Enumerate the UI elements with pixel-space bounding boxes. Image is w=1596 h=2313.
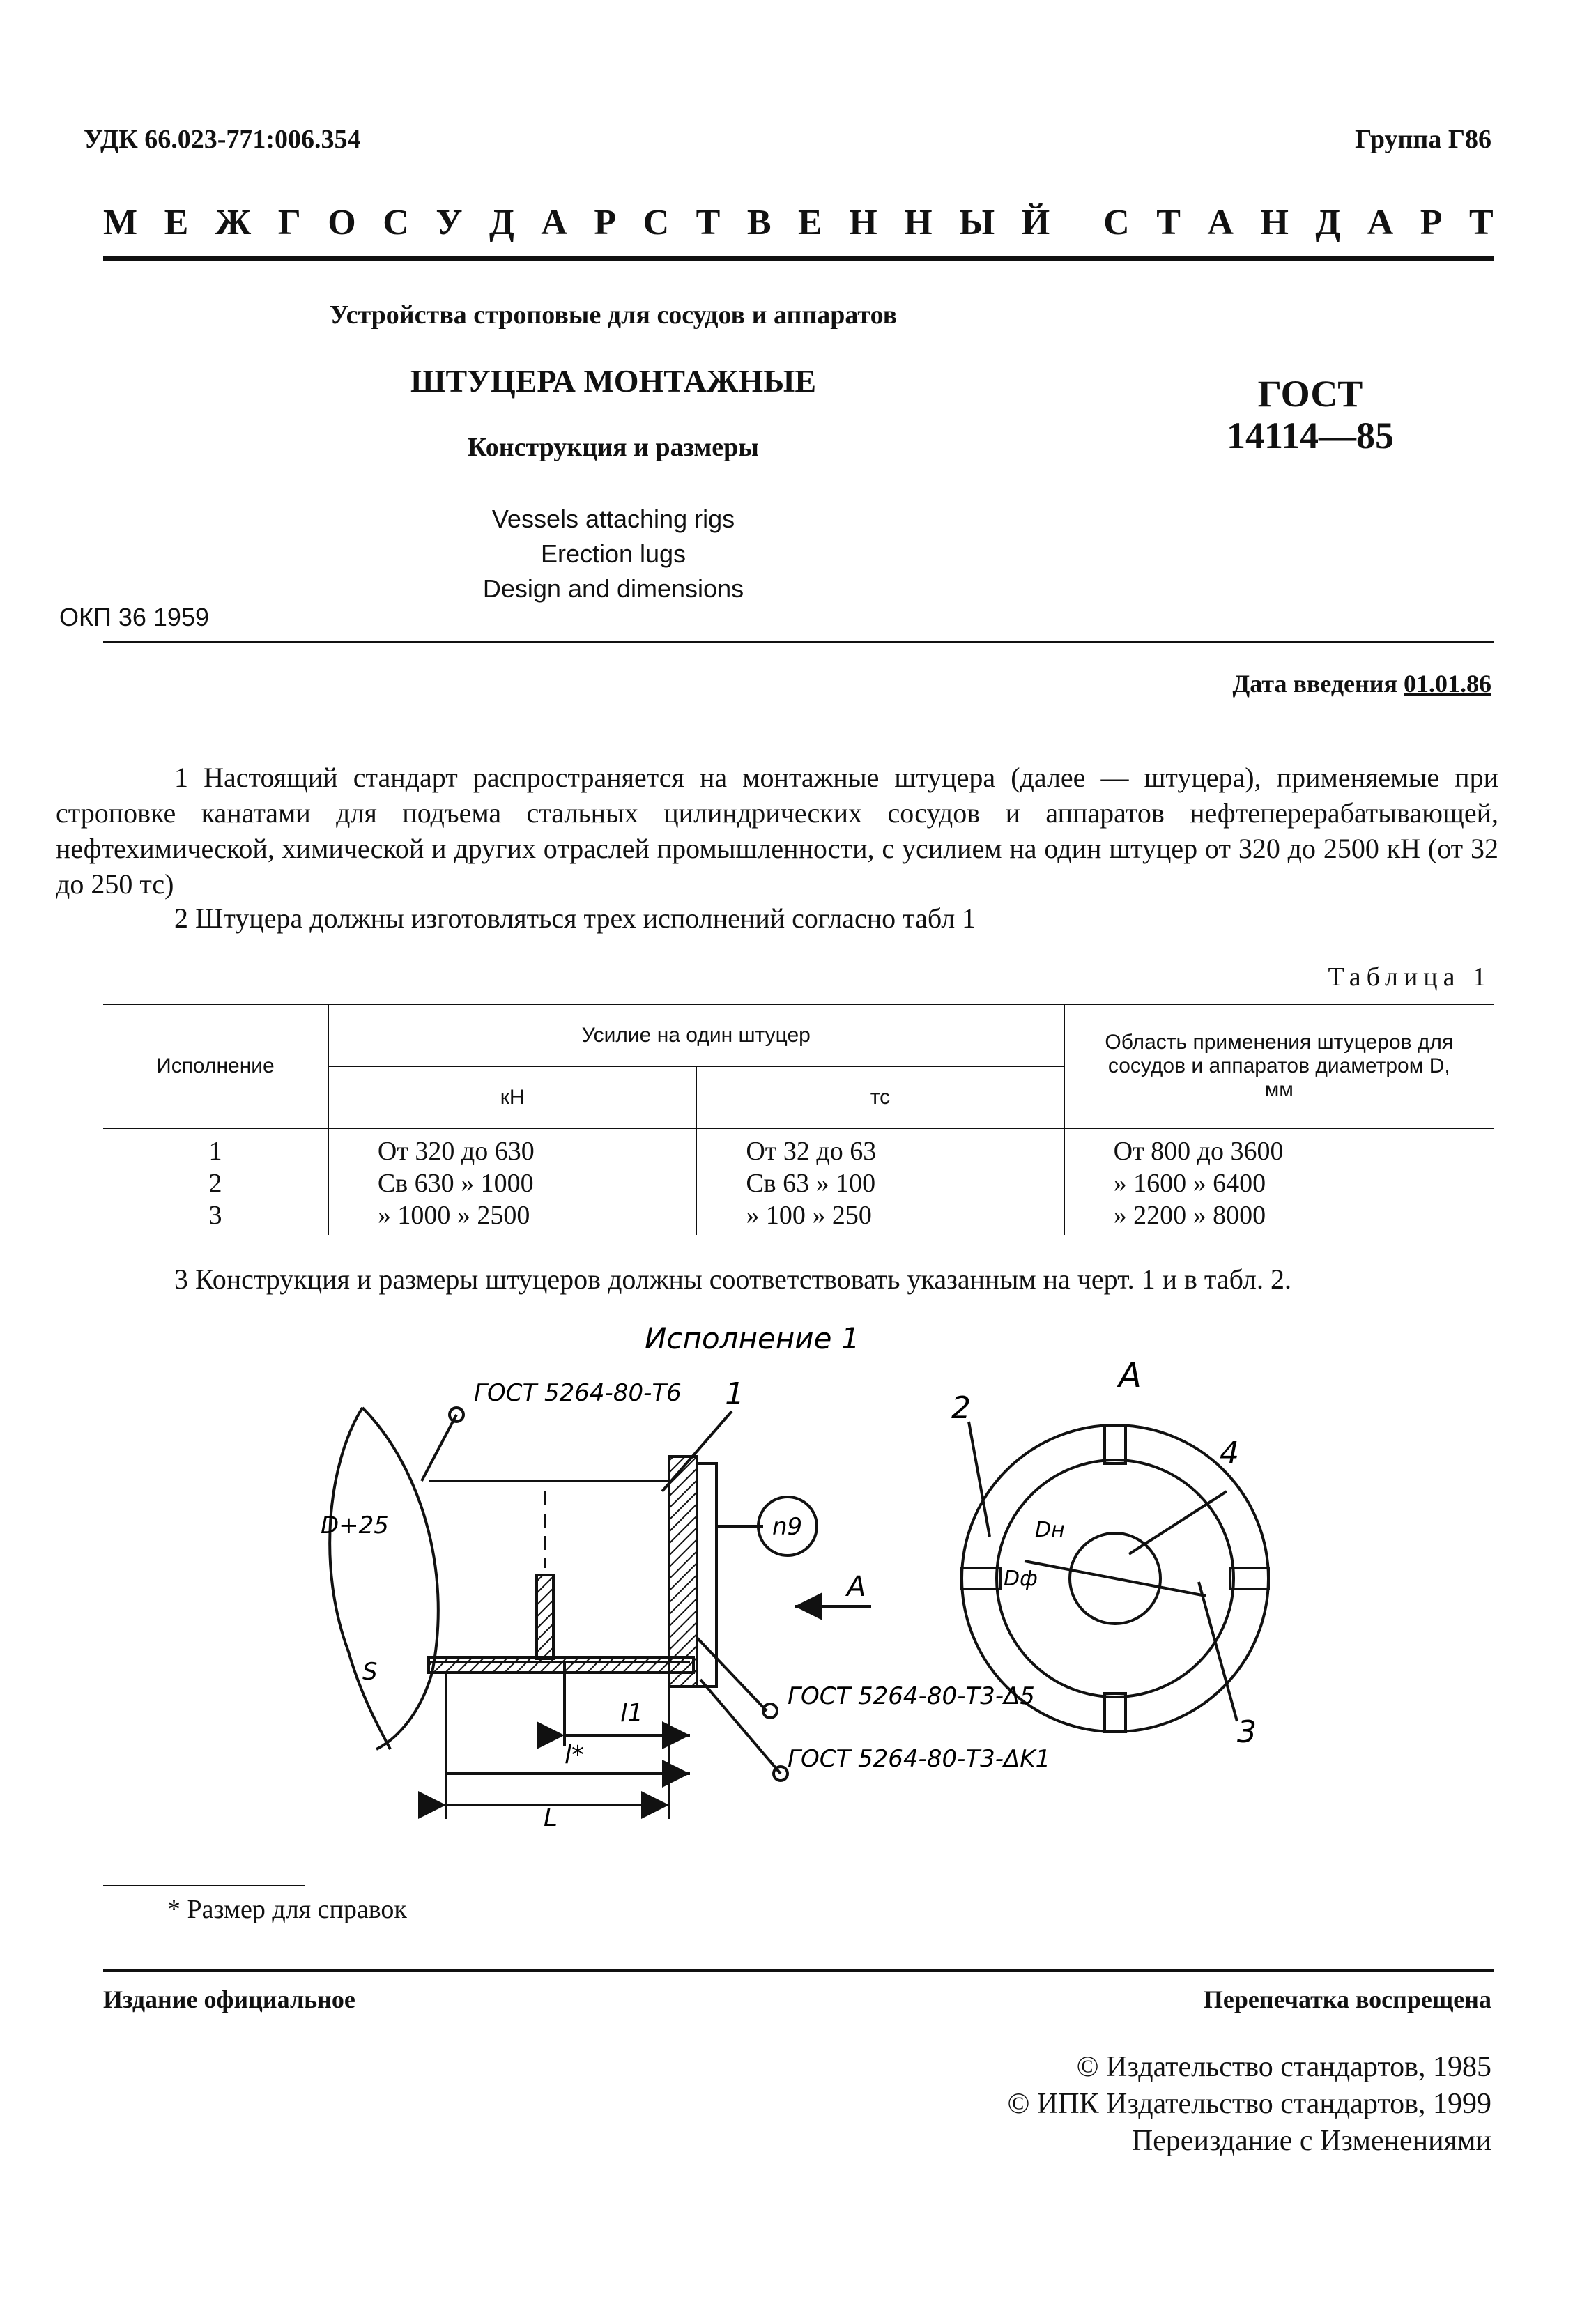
date-value: 01.01.86 [1404,670,1491,698]
cell-ts: Св 63 » 100 [696,1167,1064,1199]
view-a-diameter-line [1025,1561,1206,1596]
banner-letter: Г [277,203,301,243]
cell-ts: » 100 » 250 [696,1199,1064,1235]
cell-kn: От 320 до 630 [328,1128,696,1167]
flange-hatch [669,1457,697,1686]
banner-letter: А [1367,203,1394,243]
gost-label: ГОСТ [1257,373,1363,415]
col-header-area: Область применения штуцеров для сосудов и аппаратов диаметром D, мм [1105,1031,1454,1101]
copyright-1999: © ИПК Издательство стандартов, 1999 [1007,2088,1491,2120]
rib-hatch [537,1575,553,1659]
vessel-wall-outer [362,1408,438,1749]
n9-label: n9 [772,1513,803,1541]
banner-letter: А [541,203,567,243]
banner-letter: Е [798,203,822,243]
vessel-wall-inner [330,1408,390,1749]
english-line: Vessels attaching rigs [491,505,735,533]
cell-kn: Св 630 » 1000 [328,1167,696,1199]
banner-letter: С [643,203,670,243]
banner-letter: Д [489,203,514,243]
drawing-title: Исполнение 1 [645,1321,860,1355]
cell-ts: От 32 до 63 [696,1128,1064,1167]
cell-area: От 800 до 3600 [1113,1137,1284,1166]
pipe-wall-hatch [429,1657,693,1673]
footer-rule [103,1969,1494,1972]
weld-top-label: ГОСТ 5264-80-Т6 [474,1379,682,1407]
col-header-force: Усилие на один штуцер [328,1004,1064,1066]
copyright-1985: © Издательство стандартов, 1985 [1076,2051,1491,2083]
banner-letter: Ж [215,203,252,243]
table-label: Таблица 1 [1328,962,1491,992]
date-label: Дата введения [1232,670,1397,698]
callout-2: 2 [951,1390,971,1426]
view-label-a: А [1119,1356,1142,1395]
view-a-lug [1105,1425,1126,1463]
title-line1: Устройства строповые для сосудов и аппаратов [329,300,898,330]
cell-area: » 1600 » 6400 [1113,1169,1266,1198]
diameter-label: D+25 [321,1512,389,1539]
dim-L-label: L [544,1804,558,1832]
english-line: Design and dimensions [482,574,744,603]
df-label: Dф [1004,1567,1038,1591]
english-line: Erection lugs [540,539,686,568]
cell-kn: » 1000 » 2500 [328,1199,696,1235]
banner-letter: С [383,203,409,243]
udk-code: УДК 66.023-771:006.354 [84,125,361,154]
banner-letter: Т [696,203,721,243]
banner-letter: Н [1260,203,1289,243]
weld-top-leader [422,1415,456,1481]
banner-letter: М [103,203,138,243]
banner-letter: Н [849,203,877,243]
paragraph-1: 1 Настоящий стандарт распространяется на монтажные штуцера (далее — штуцера), применяемые при строповке канатами для подъема стальных цилиндрических сосудов и аппаратов нефтеперерабатывающей, нефтехимической, химической и других отраслей промышленности, с усилием на один штуцер от 320 до 2500 кН (от 32 до 250 тс) [56,762,1498,900]
cell-area: » 2200 » 8000 [1113,1201,1266,1230]
banner-letter: Н [904,203,933,243]
cell-exec: 2 [103,1167,328,1199]
col-header-ts: тс [696,1066,1064,1128]
okp-code: ОКП 36 1959 [59,603,209,631]
thickness-label: S [362,1658,378,1686]
paragraph-2: 2 Штуцера должны изготовляться трех исполнений согласно табл 1 [174,902,976,934]
weld-mid-label: ГОСТ 5264-80-Т3-Δ5 [788,1682,1035,1710]
banner-letter: Д [1315,203,1341,243]
reissue-note: Переиздание с Изменениями [1131,2125,1491,2157]
banner-letter: Ы [959,203,995,243]
banner-letter: Е [164,203,189,243]
footnote-rule [103,1885,305,1886]
weld-bot-label: ГОСТ 5264-80-Т3-ΔK1 [788,1745,1051,1773]
gost-number: 14114—85 [1226,415,1395,456]
banner-letter: Т [1469,203,1494,243]
callout-4: 4 [1220,1436,1239,1471]
dn-label: Dн [1035,1518,1065,1542]
arrow-a-label: A [847,1571,866,1603]
view-a-lug [1105,1693,1126,1732]
dim-l1-label: l1 [620,1699,643,1728]
paragraph-3: 3 Конструкция и размеры штуцеров должны соответствовать указанным на черт. 1 и в табл. 2. [174,1263,1291,1295]
cell-exec: 1 [103,1128,328,1167]
banner-letter: Т [1156,203,1181,243]
cell-exec: 3 [103,1199,328,1235]
weld-bot-leader [700,1680,781,1774]
banner-letter: А [1207,203,1234,243]
weld-mid-leader [697,1638,767,1711]
banner-letter: О [328,203,356,243]
view-a-lug [962,1568,1000,1589]
group-code: Группа Г86 [1355,125,1491,154]
banner-letter: Р [1420,203,1443,243]
title-line2: ШТУЦЕРА МОНТАЖНЫЕ [410,363,817,399]
callout-3: 3 [1237,1714,1257,1750]
reprint-prohibited: Перепечатка воспрещена [1203,1985,1491,2013]
col-header-execution: Исполнение [103,1004,328,1128]
banner-letter: В [746,203,772,243]
footnote: * Размер для справок [167,1895,407,1924]
copyright-block [1007,2049,1491,2160]
banner-letter: Й [1021,203,1050,243]
flange-plate [697,1463,716,1686]
banner-letter: Р [594,203,617,243]
col-header-kn: кН [328,1066,696,1128]
banner-letter: У [436,203,463,243]
official-edition: Издание официальное [103,1985,355,2013]
view-a-lug [1230,1568,1268,1589]
dim-lstar-label: l* [565,1741,585,1769]
title-line3: Конструкция и размеры [468,433,759,462]
callout-4-leader [1129,1491,1227,1554]
callout-1: 1 [725,1376,744,1412]
banner-letter: С [1103,203,1130,243]
callout-2-leader [969,1422,990,1537]
